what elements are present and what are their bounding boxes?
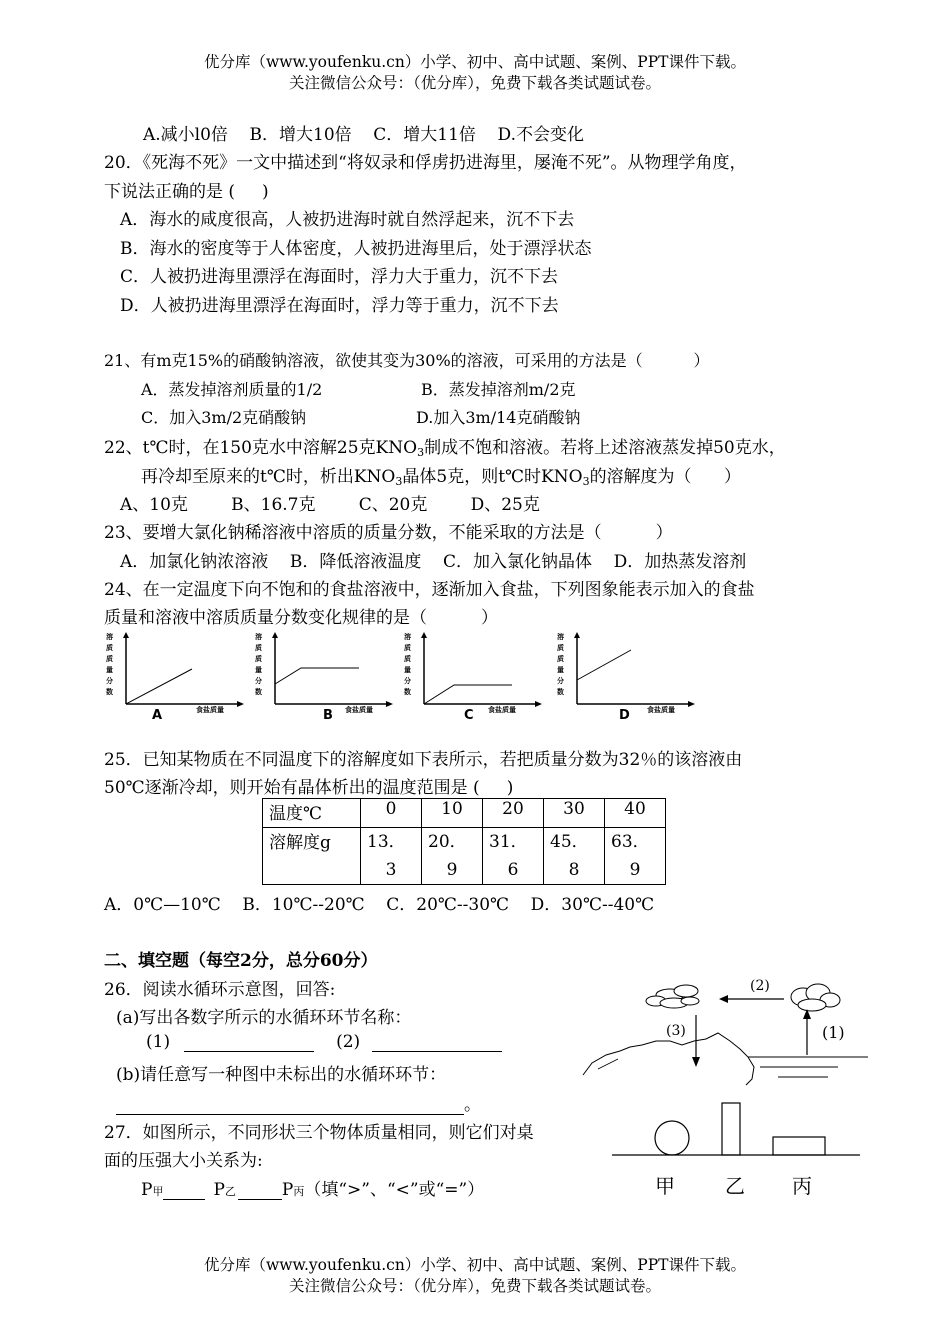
diagram-label-2: (2) xyxy=(750,978,770,994)
q22-stem-1: 22、t℃时，在150克水中溶解25克$KNO_3$制成不饱和溶液。若将上述溶液蒸发掉50克水， xyxy=(104,438,786,459)
q22-stem-2: 再冷却至原来的t℃时，析出$KNO_3$晶体5克，则t℃时$KNO_3$的溶解度为（ ） xyxy=(141,467,741,488)
graph-c-xlabel: 食盐质量 xyxy=(488,706,516,714)
figure-label-jia: 甲 xyxy=(655,1174,675,1198)
q24-stem-1: 24、在一定温度下向不饱和的食盐溶液中，逐渐加入食盐，下列图象能表示加入的食盐 xyxy=(104,580,755,600)
graph-d-curve xyxy=(577,650,631,680)
graph-d-ylabel: 溶 质 质 量 分 数 xyxy=(557,633,564,696)
graph-c xyxy=(402,632,552,724)
q27-answer-line: P甲 P乙 P丙（填“>”、“<”或“=”） xyxy=(141,1180,485,1200)
q26-part-b: (b)请任意写一种图中未标出的水循环环节： xyxy=(116,1065,447,1085)
column-yi xyxy=(722,1103,740,1155)
q20-option-b: B．海水的密度等于人体密度，人被扔进海里后，处于漂浮状态 xyxy=(120,239,592,259)
graph-a-label: A xyxy=(152,708,163,723)
footer-line-1: 优分库（www.youfenku.cn）小学、初中、高中试题、案例、PPT课件下载。 xyxy=(203,1256,747,1274)
graph-c-label: C xyxy=(464,708,474,723)
q25-stem-1: 25．已知某物质在不同温度下的溶解度如下表所示，若把质量分数为32％的该溶液由 xyxy=(104,750,743,770)
table-cell: 13． 3 xyxy=(361,828,422,885)
cloud-icon xyxy=(646,985,699,1008)
table-row xyxy=(263,828,666,885)
graph-c-ylabel: 溶 质 质 量 分 数 xyxy=(404,633,411,696)
table-cell: 63． 9 xyxy=(605,828,666,885)
graph-b-ylabel: 溶 质 质 量 分 数 xyxy=(255,633,262,696)
q19-options: A.减小l0倍 B．增大10倍 C．增大11倍 D.不会变化 xyxy=(143,125,584,145)
answer-blank-3[interactable] xyxy=(116,1114,464,1115)
q23-stem: 23、要增大氯化钠稀溶液中溶质的质量分数，不能采取的方法是（ ） xyxy=(104,523,673,543)
q21-option-c: C．加入3m/2克硝酸钠 xyxy=(141,408,307,427)
q21-option-b: B．蒸发掉溶剂m/2克 xyxy=(421,380,576,399)
q21-option-a: A．蒸发掉溶剂质量的1/2 xyxy=(141,380,323,399)
answer-blank-4[interactable] xyxy=(163,1199,205,1200)
answer-blank-1[interactable] xyxy=(184,1051,314,1052)
footer-line-2: 关注微信公众号：（优分库），免费下载各类试题试卷。 xyxy=(288,1277,661,1295)
block-bing xyxy=(773,1137,825,1155)
table-cell: 45． 8 xyxy=(544,828,605,885)
graph-c-axes xyxy=(402,632,552,724)
q26-stem: 26．阅读水循环示意图，回答: xyxy=(104,980,336,1000)
solubility-table xyxy=(262,798,666,885)
graph-a-curve xyxy=(126,669,192,704)
graph-c-curve xyxy=(424,685,512,704)
q26-part-a: (a)写出各数字所示的水循环环节名称： xyxy=(116,1008,412,1028)
q23-options: A．加氯化钠浓溶液 B．降低溶液温度 C．加入氯化钠晶体 D．加热蒸发溶剂 xyxy=(120,552,747,572)
table-cell: 40 xyxy=(605,799,666,828)
graph-b-label: B xyxy=(323,708,333,723)
q22-options: A、10克 B、16.7克 C、20克 D、25克 xyxy=(120,495,540,515)
table-cell: 20． 9 xyxy=(422,828,483,885)
q25-stem-2: 50℃逐渐冷却，则开始有晶体析出的温度范围是 ( ) xyxy=(104,778,514,798)
graph-d-xlabel: 食盐质量 xyxy=(647,706,675,714)
table-row xyxy=(263,799,666,828)
pressure-figure xyxy=(610,1100,870,1200)
cloud-icon xyxy=(791,984,840,1011)
section-2-title: 二、填空题（每空2分，总分60分） xyxy=(104,951,378,971)
table-cell: 31． 6 xyxy=(483,828,544,885)
q27-stem-1: 27．如图所示，不同形状三个物体质量相同，则它们对桌 xyxy=(104,1123,534,1143)
water-cycle-diagram xyxy=(578,975,878,1095)
answer-blank-2[interactable] xyxy=(372,1051,502,1052)
table-cell: 30 xyxy=(544,799,605,828)
q20-stem-1: 20．《死海不死》一文中描述到“将奴录和俘虏扔进海里，屡淹不死”。从物理学角度， xyxy=(104,153,747,173)
q26-answer-line: (1) (2) xyxy=(146,1032,502,1052)
graph-a-axes xyxy=(104,632,254,724)
graph-d-label: D xyxy=(619,708,630,723)
q25-options: A．0℃—10℃ B．10℃--20℃ C．20℃--30℃ D．30℃--40℃ xyxy=(104,895,655,915)
diagram-label-3: (3) xyxy=(666,1023,686,1039)
q26-answer-line-b: 。 xyxy=(116,1090,481,1115)
table-cell: 10 xyxy=(422,799,483,828)
q20-option-d: D．人被扔进海里漂浮在海面时，浮力等于重力，沉不下去 xyxy=(120,296,559,316)
table-cell: 0 xyxy=(361,799,422,828)
sphere-jia xyxy=(655,1121,689,1155)
header-line-1: 优分库（www.youfenku.cn）小学、初中、高中试题、案例、PPT课件下载。 xyxy=(203,53,747,71)
q20-option-a: A．海水的咸度很高，人被扔进海时就自然浮起来，沉不下去 xyxy=(120,210,575,230)
q20-option-c: C．人被扔进海里漂浮在海面时，浮力大于重力，沉不下去 xyxy=(120,267,559,287)
pressure-shapes xyxy=(610,1100,870,1160)
graph-d xyxy=(555,632,705,724)
header-line-2: 关注微信公众号：（优分库），免费下载各类试题试卷。 xyxy=(288,74,661,92)
diagram-label-1: (1) xyxy=(822,1023,845,1042)
q20-stem-2: 下说法正确的是 ( ) xyxy=(104,182,269,202)
table-header-solubility: 溶解度g xyxy=(263,828,361,885)
figure-label-yi: 乙 xyxy=(725,1174,745,1198)
figure-label-bing: 丙 xyxy=(792,1174,812,1198)
q21-stem: 21、有m克15%的硝酸钠溶液，欲使其变为30%的溶液，可采用的方法是（ ） xyxy=(104,351,710,370)
answer-blank-5[interactable] xyxy=(238,1199,282,1200)
q27-stem-2: 面的压强大小关系为: xyxy=(104,1151,263,1171)
graph-d-axes xyxy=(555,632,705,724)
table-header-temp: 温度℃ xyxy=(263,799,361,828)
graph-a-xlabel: 食盐质量 xyxy=(196,706,224,714)
graph-b-xlabel: 食盐质量 xyxy=(345,706,373,714)
graph-b xyxy=(253,632,403,724)
table-cell: 20 xyxy=(483,799,544,828)
land-outline xyxy=(583,1033,754,1085)
graph-b-curve xyxy=(275,668,359,684)
graph-a-ylabel: 溶 质 质 量 分 数 xyxy=(106,633,113,696)
q21-option-d: D.加入3m/14克硝酸钠 xyxy=(416,408,581,427)
graph-a xyxy=(104,632,254,724)
q24-stem-2: 质量和溶液中溶质质量分数变化规律的是（ ） xyxy=(104,608,499,628)
